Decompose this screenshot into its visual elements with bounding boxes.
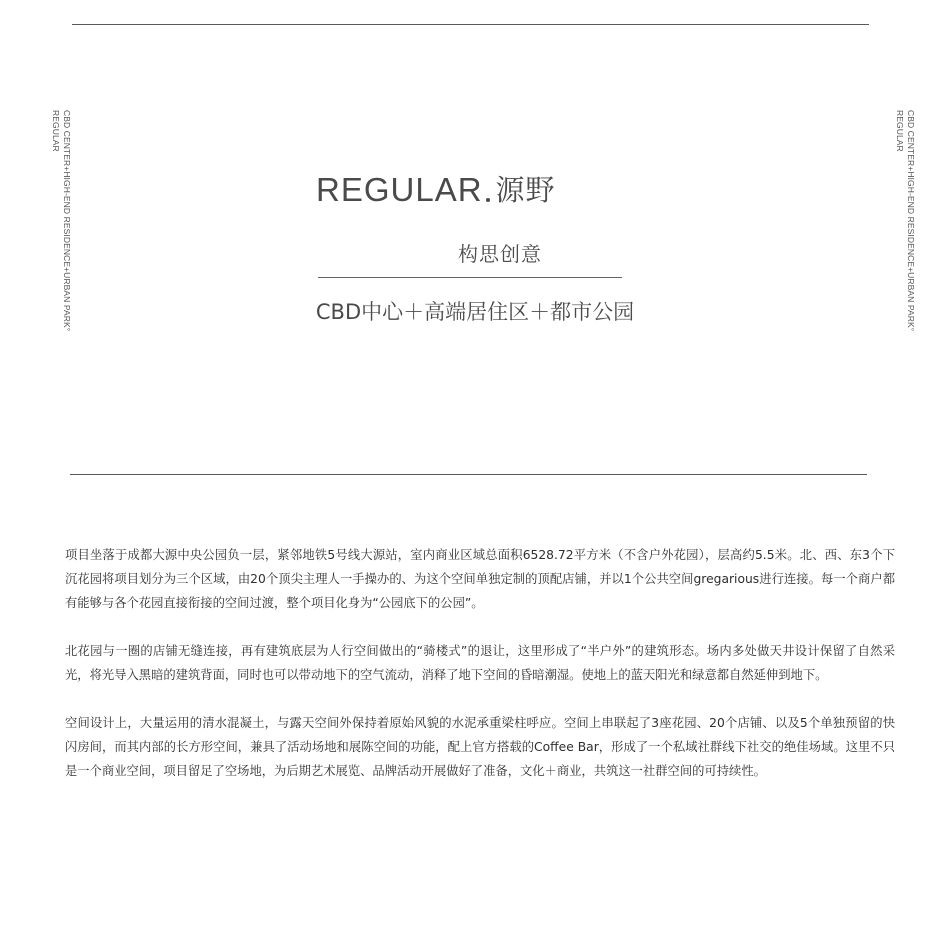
paragraph-3: 空间设计上，大量运用的清水混凝土，与露天空间外保持着原始风貌的水泥承重梁柱呼应。空间上串联起了3座花园、20个店铺、以及5个单独预留的快闪房间，而其内部的长方形空间，兼具了活动场地和展陈空间的功能，配上官方搭载的Coffee Bar，形成了一个私域社群线下社交的绝佳场域。这里不只是一个商业空间，项目留足了空场地，为后期艺术展览、品牌活动开展做好了准备，文化＋商业，共筑这一社群空间的可持续性。	[65, 716, 895, 778]
paragraph-1: 项目坐落于成都大源中央公园负一层，紧邻地铁5号线大源站，室内商业区域总面积6528.72平方米（不含户外花园），层高约5.5米。北、西、东3个下沉花园将项目划分为三个区域，由20个顶尖主理人一手操办的、为这个空间单独定制的顶配店铺，并以1个公共空间gregarious进行连接。每一个商户都有能够与各个花园直接衔接的空间过渡，整个项目化身为“公园底下的公园”。	[65, 548, 895, 610]
side-label-line2: REGULAR	[51, 110, 61, 152]
title-divider	[318, 277, 622, 278]
side-label-line1: CBD CENTER+HIGH-END RESIDENCE+URBAN PARK°	[62, 110, 72, 332]
tagline: CBD中心＋高端居住区＋都市公园	[315, 300, 635, 324]
description-body	[65, 543, 895, 807]
paragraph-2: 北花园与一圈的店铺无缝连接，再有建筑底层为人行空间做出的“骑楼式”的退让，这里形成了“半户外”的建筑形态。场内多处做天井设计保留了自然采光，将光导入黑暗的建筑背面，同时也可以带动地下的空气流动，消释了地下空间的昏暗潮湿。使地上的蓝天阳光和绿意都自然延伸到地下。	[65, 644, 895, 682]
logo-english: REGULAR	[316, 171, 483, 208]
side-label-line2: REGULAR	[895, 110, 905, 152]
brand-logo	[316, 170, 556, 210]
side-label-line1: CBD CENTER+HIGH-END RESIDENCE+URBAN PARK°	[906, 110, 916, 332]
concept-title: 构思创意	[458, 242, 542, 266]
top-divider	[72, 24, 869, 25]
logo-chinese: 源野	[495, 173, 556, 207]
logo-dot	[486, 198, 490, 202]
bottom-divider	[70, 474, 867, 475]
